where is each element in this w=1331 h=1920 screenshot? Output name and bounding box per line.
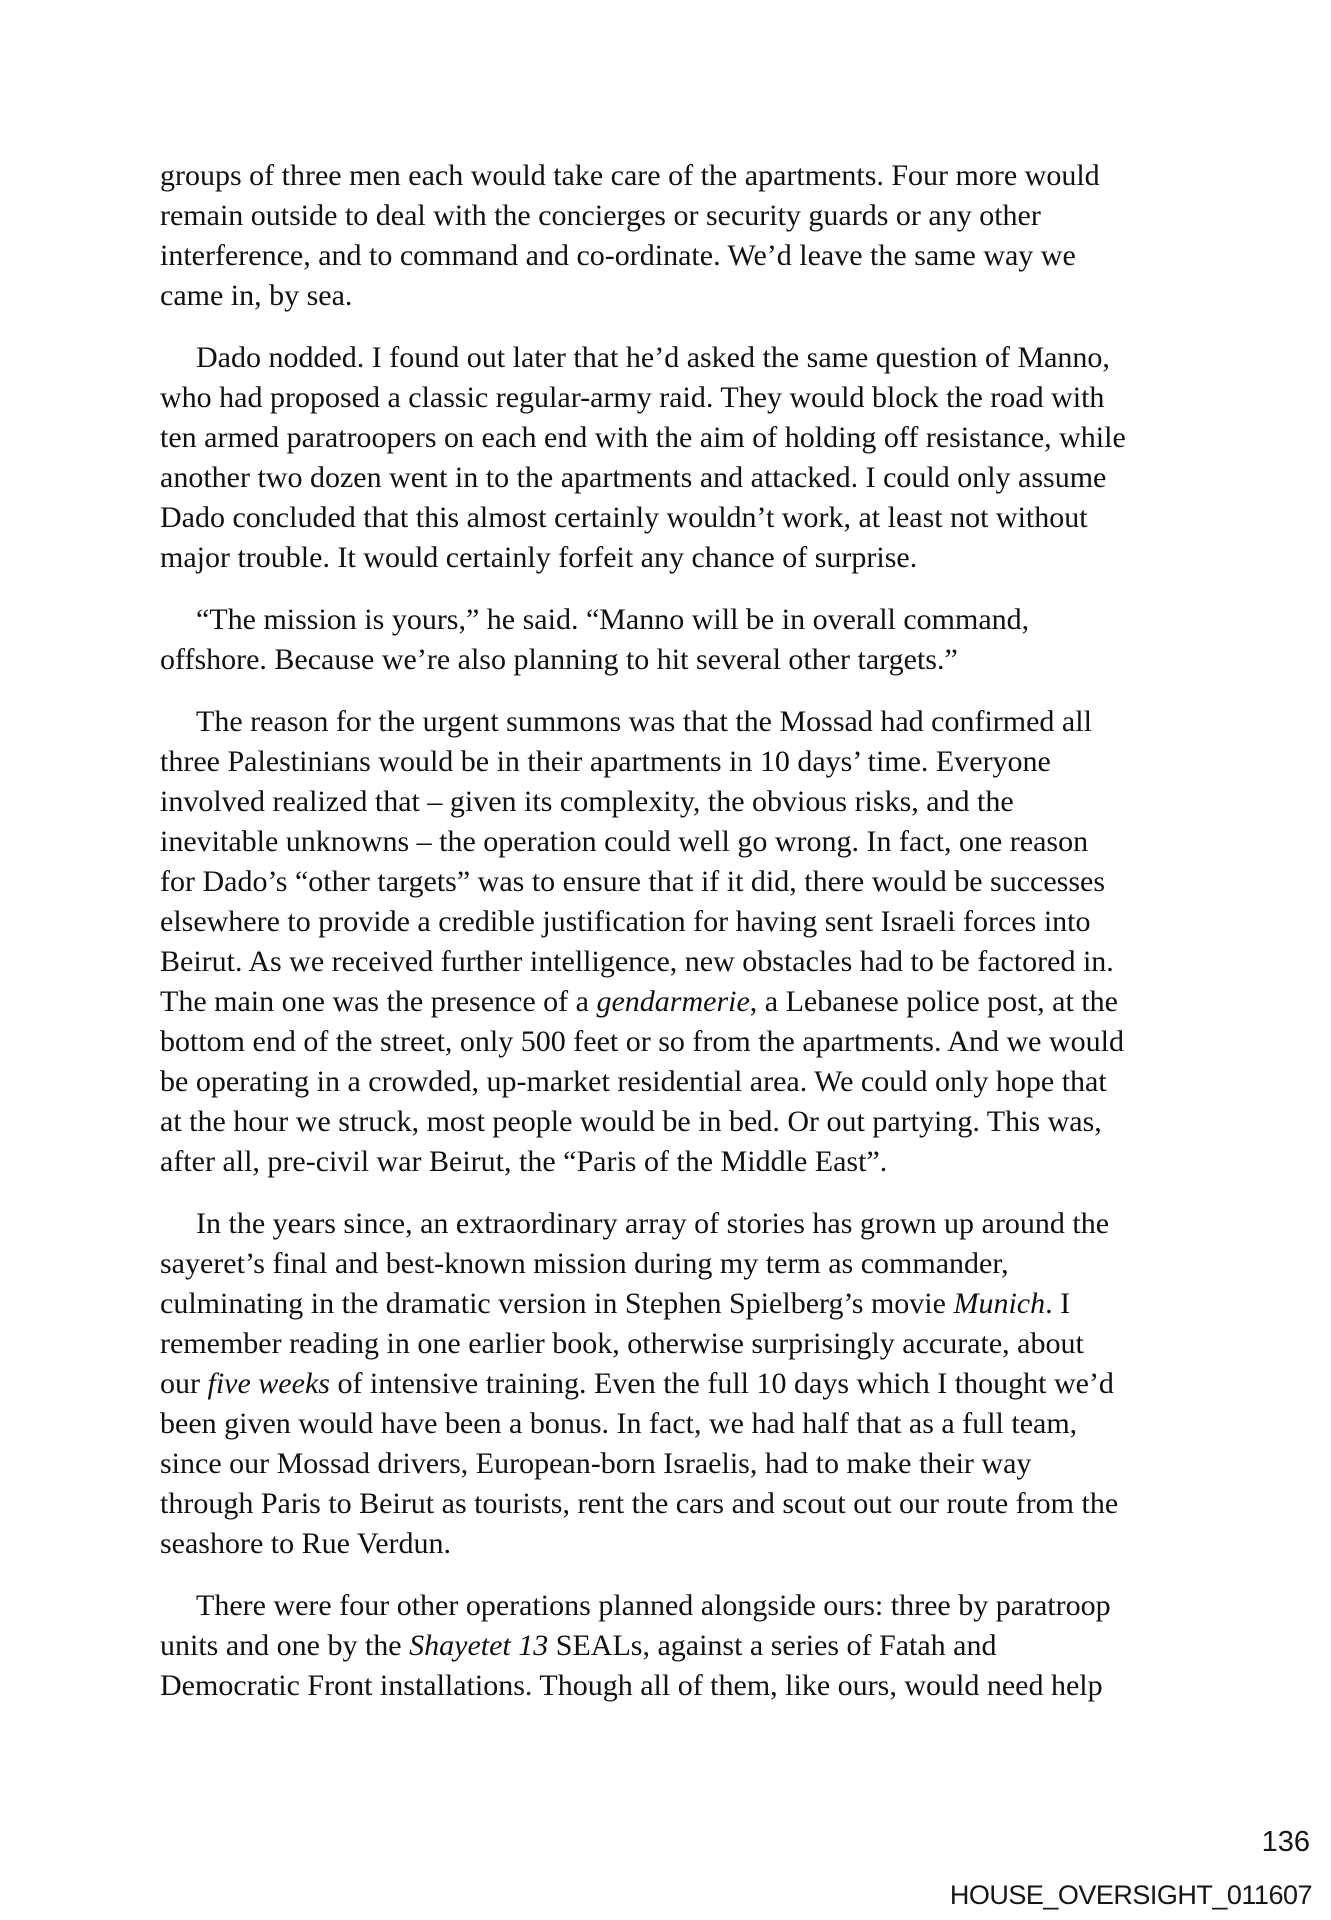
body-text: [160, 156, 1180, 1728]
text-line: bottom end of the street, only 500 feet or so from the apartments. And we would: [160, 1025, 1124, 1058]
text-line: seashore to Rue Verdun.: [160, 1527, 452, 1560]
text-line: interference, and to command and co-ordinate. We’d leave the same way we: [160, 239, 1076, 272]
text-line: major trouble. It would certainly forfeit any chance of surprise.: [160, 541, 918, 574]
bates-stamp: HOUSE_OVERSIGHT_011607: [949, 1880, 1312, 1910]
text-line: came in, by sea.: [160, 279, 353, 312]
text-line: remember reading in one earlier book, otherwise surprisingly accurate, about: [160, 1327, 1084, 1360]
text-line: involved realized that – given its complexity, the obvious risks, and the: [160, 785, 1014, 818]
text-line: been given would have been a bonus. In fact, we had half that as a full team,: [160, 1407, 1078, 1440]
text-line: sayeret’s final and best-known mission during my term as commander,: [160, 1247, 1009, 1280]
paragraph: [160, 156, 1180, 316]
text-line: elsewhere to provide a credible justification for having sent Israeli forces into: [160, 905, 1091, 938]
text-line: our five weeks of intensive training. Even the full 10 days which I thought we’d: [160, 1367, 1114, 1400]
text-line: In the years since, an extraordinary array of stories has grown up around the: [196, 1207, 1110, 1240]
text-line: There were four other operations planned alongside ours: three by paratroop: [196, 1589, 1111, 1622]
paragraph: [160, 1586, 1180, 1706]
text-line: at the hour we struck, most people would be in bed. Or out partying. This was,: [160, 1105, 1102, 1138]
text-line: who had proposed a classic regular-army raid. They would block the road with: [160, 381, 1105, 414]
text-line: be operating in a crowded, up-market residential area. We could only hope that: [160, 1065, 1107, 1098]
text-line: inevitable unknowns – the operation could well go wrong. In fact, one reason: [160, 825, 1089, 858]
text-line: culminating in the dramatic version in Stephen Spielberg’s movie Munich. I: [160, 1287, 1071, 1320]
text-line: since our Mossad drivers, European-born Israelis, had to make their way: [160, 1447, 1032, 1480]
text-line: remain outside to deal with the concierges or security guards or any other: [160, 199, 1041, 232]
text-line: Democratic Front installations. Though all of them, like ours, would need help: [160, 1669, 1103, 1702]
text-line: Beirut. As we received further intelligence, new obstacles had to be factored in.: [160, 945, 1114, 978]
paragraph: [160, 600, 1180, 680]
text-line: after all, pre-civil war Beirut, the “Paris of the Middle East”.: [160, 1145, 888, 1178]
text-line: for Dado’s “other targets” was to ensure that if it did, there would be successes: [160, 865, 1105, 898]
text-line: groups of three men each would take care of the apartments. Four more would: [160, 159, 1100, 192]
page-number: 136: [1261, 1826, 1310, 1858]
text-line: three Palestinians would be in their apartments in 10 days’ time. Everyone: [160, 745, 1051, 778]
paragraph: [160, 702, 1180, 1182]
text-line: offshore. Because we’re also planning to hit several other targets.”: [160, 643, 958, 676]
text-line: units and one by the Shayetet 13 SEALs, against a series of Fatah and: [160, 1629, 997, 1662]
text-line: Dado concluded that this almost certainly wouldn’t work, at least not without: [160, 501, 1088, 534]
paragraph: [160, 338, 1180, 578]
text-line: “The mission is yours,” he said. “Manno will be in overall command,: [196, 603, 1030, 636]
text-line: The reason for the urgent summons was that the Mossad had confirmed all: [196, 705, 1092, 738]
text-line: Dado nodded. I found out later that he’d asked the same question of Manno,: [196, 341, 1110, 374]
text-line: another two dozen went in to the apartments and attacked. I could only assume: [160, 461, 1107, 494]
text-line: through Paris to Beirut as tourists, rent the cars and scout out our route from the: [160, 1487, 1119, 1520]
text-line: ten armed paratroopers on each end with the aim of holding off resistance, while: [160, 421, 1126, 454]
paragraph: [160, 1204, 1180, 1564]
text-line: The main one was the presence of a gendarmerie, a Lebanese police post, at the: [160, 985, 1118, 1018]
